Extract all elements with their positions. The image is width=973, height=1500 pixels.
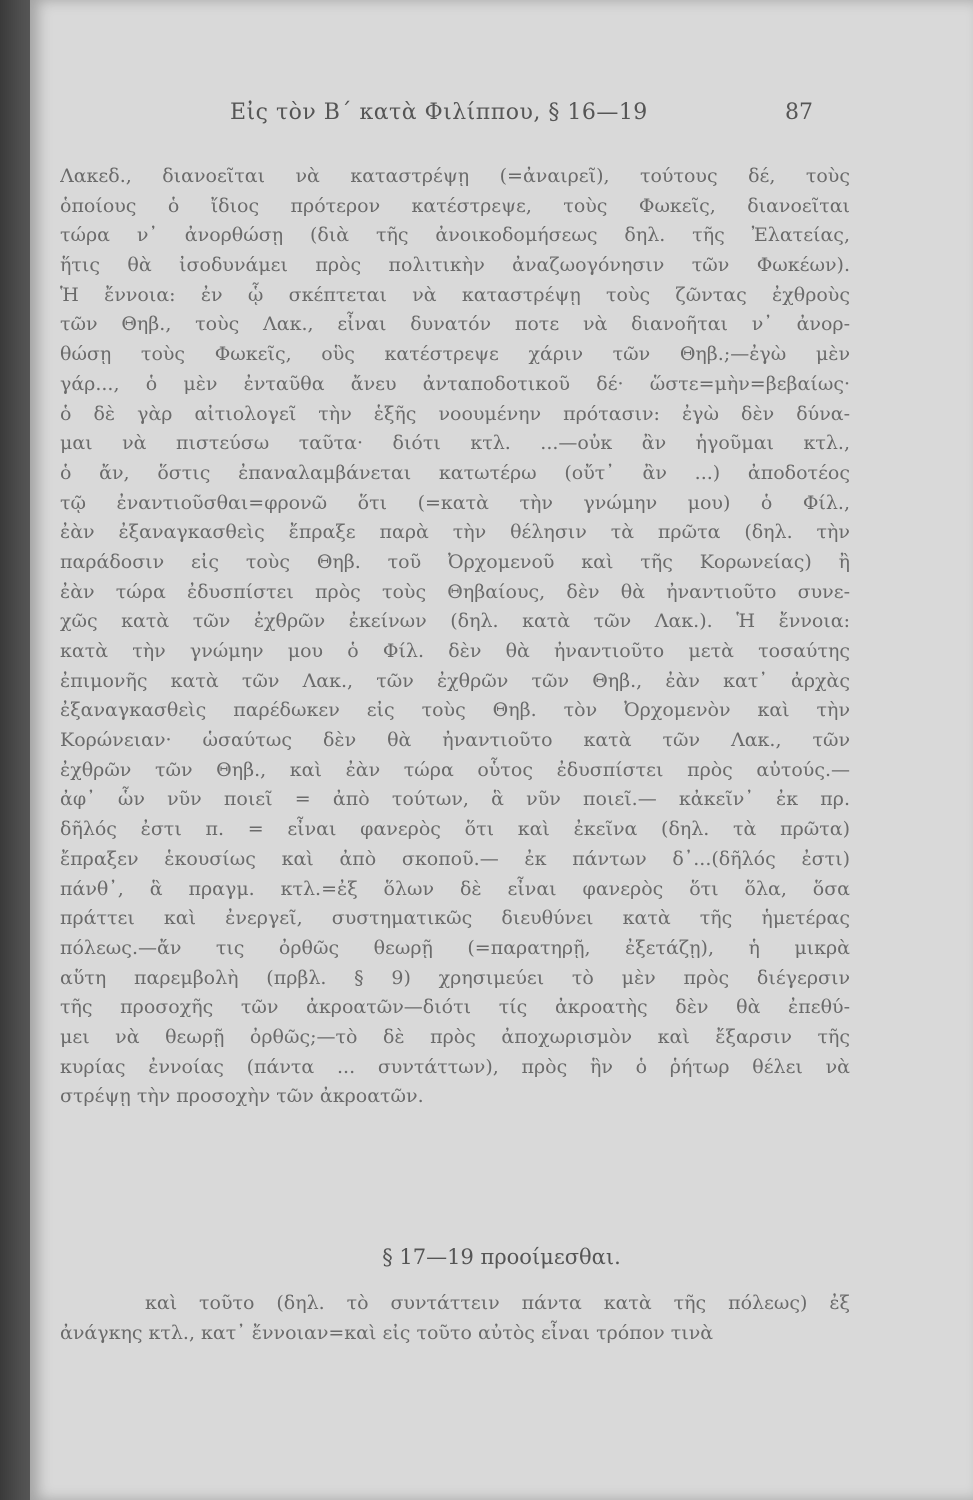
page-number: 87: [785, 100, 813, 125]
text-line: τῆς προσοχῆς τῶν ἀκροατῶν—διότι τίς ἀκροατὴς δὲν θὰ ἐπεθύ-: [60, 996, 850, 1019]
text-line: κυρίας ἐννοίας (πάντα ... συντάττων), πρὸς ἣν ὁ ῥήτωρ θέλει νὰ: [60, 1055, 850, 1078]
book-page: [30, 0, 973, 1500]
text-line: Λακεδ., διανοεῖται νὰ καταστρέψῃ (=ἀναιρεῖ), τούτους δέ, τοὺς: [60, 165, 850, 187]
text-line: ἀνάγκης κτλ., κατ᾽ ἔννοιαν=καὶ εἰς τοῦτο αὐτὸς εἶναι τρόπον τινὰ: [60, 1321, 714, 1344]
text-line: μει νὰ θεωρῇ ὀρθῶς;—τὸ δὲ πρὸς ἀποχωρισμὸν καὶ ἔξαρσιν τῆς: [60, 1025, 850, 1048]
running-head: [30, 100, 973, 140]
text-line: ὁ δὲ γὰρ αἰτιολογεῖ τὴν ἑξῆς νοουμένην πρότασιν: ἐγὼ δὲν δύνα-: [60, 402, 850, 425]
text-line: ὁποίους ὁ ἴδιος πρότερον κατέστρεψε, τοὺς Φωκεῖς, διανοεῖται: [60, 194, 850, 217]
text-line: αὕτη παρεμβολὴ (πρβλ. § 9) χρησιμεύει τὸ μὲν πρὸς διέγερσιν: [60, 966, 850, 989]
text-line: μαι νὰ πιστεύσω ταῦτα· διότι κτλ. ...—οὐκ ἂν ἡγοῦμαι κτλ.,: [60, 432, 850, 455]
text-line: δῆλός ἐστι π. = εἶναι φανερὸς ὅτι καὶ ἐκεῖνα (δηλ. τὰ πρῶτα): [60, 818, 850, 841]
text-line: ἐξαναγκασθεὶς παρέδωκεν εἰς τοὺς Θηβ. τὸν Ὀρχομενὸν καὶ τὴν: [60, 699, 850, 722]
text-line: στρέψῃ τὴν προσοχὴν τῶν ἀκροατῶν.: [60, 1085, 424, 1108]
text-line: θώσῃ τοὺς Φωκεῖς, οὓς κατέστρεψε χάριν τῶν Θηβ.;—ἐγὼ μὲν: [60, 343, 850, 366]
text-line: ἐπιμονῆς κατὰ τῶν Λακ., τῶν ἐχθρῶν τῶν Θηβ., ἐὰν κατ᾽ ἀρχὰς: [60, 669, 850, 692]
text-line: ἔπραξεν ἑκουσίως καὶ ἀπὸ σκοποῦ.— ἐκ πάντων δ᾽...(δῆλός ἐστι): [60, 847, 850, 870]
text-line: καὶ τοῦτο (δηλ. τὸ συντάττειν πάντα κατὰ τῆς πόλεως) ἐξ: [145, 1292, 850, 1314]
text-line: τῶν Θηβ., τοὺς Λακ., εἶναι δυνατόν ποτε νὰ διανοῆται ν᾽ ἀνορ-: [60, 313, 850, 336]
text-line: τώρα ν᾽ ἀνορθώσῃ (διὰ τῆς ἀνοικοδομήσεως δηλ. τῆς Ἐλατείας,: [60, 224, 850, 247]
text-line: πράττει καὶ ἐνεργεῖ, συστηματικῶς διευθύνει κατὰ τῆς ἡμετέρας: [60, 907, 850, 930]
text-line: Ἡ ἔννοια: ἐν ᾧ σκέπτεται νὰ καταστρέψῃ τοὺς ζῶντας ἐχθροὺς: [60, 283, 850, 306]
text-line: πάνθ᾽, ἃ πραγμ. κτλ.=ἐξ ὅλων δὲ εἶναι φανερὸς ὅτι ὅλα, ὅσα: [60, 877, 850, 900]
text-line: παράδοσιν εἰς τοὺς Θηβ. τοῦ Ὀρχομενοῦ καὶ τῆς Κορωνείας) ἢ: [60, 550, 850, 573]
text-line: τῷ ἐναντιοῦσθαι=φρονῶ ὅτι (=κατὰ τὴν γνώμην μου) ὁ Φίλ.,: [60, 491, 850, 514]
text-line: ὁ ἄν, ὅστις ἐπαναλαμβάνεται κατωτέρω (οὔτ᾽ ἂν ...) ἀποδοτέος: [60, 461, 850, 484]
commentary-paragraph: [60, 162, 850, 1112]
running-head-title: Εἰς τὸν Β΄ κατὰ Φιλίππου, § 16—19: [230, 100, 648, 125]
text-line: ἥτις θὰ ἰσοδυνάμει πρὸς πολιτικὴν ἀναζωογόνησιν τῶν Φωκέων).: [60, 254, 850, 277]
commentary-paragraph-continued: [60, 1289, 850, 1348]
text-line: κατὰ τὴν γνώμην μου ὁ Φίλ. δὲν θὰ ἠναντιοῦτο μετὰ τοσαύτης: [60, 640, 850, 662]
text-line: ἐχθρῶν τῶν Θηβ., καὶ ἐὰν τώρα οὗτος ἐδυσπίστει πρὸς αὐτούς.—: [60, 758, 850, 781]
text-line: γάρ..., ὁ μὲν ἐνταῦθα ἄνευ ἀνταποδοτικοῦ δέ· ὥστε=μὴν=βεβαίως·: [60, 372, 850, 395]
section-heading: § 17—19 προοίμεσθαι.: [382, 1245, 621, 1269]
text-line: ἐὰν τώρα ἐδυσπίστει πρὸς τοὺς Θηβαίους, δὲν θὰ ἠναντιοῦτο συνε-: [60, 580, 850, 603]
text-line: πόλεως.—ἄν τις ὀρθῶς θεωρῇ (=παρατηρῇ, ἐξετάζῃ), ἡ μικρὰ: [60, 936, 850, 959]
text-line: ἐὰν ἐξαναγκασθεὶς ἔπραξε παρὰ τὴν θέλησιν τὰ πρῶτα (δηλ. τὴν: [60, 521, 850, 544]
text-line: ἀφ᾽ ὧν νῦν ποιεῖ = ἀπὸ τούτων, ἃ νῦν ποιεῖ.— κἀκεῖν᾽ ἐκ πρ.: [60, 788, 850, 811]
text-line: χῶς κατὰ τῶν ἐχθρῶν ἐκείνων (δηλ. κατὰ τῶν Λακ.). Ἡ ἔννοια:: [60, 610, 850, 633]
text-line: Κορώνειαν· ὡσαύτως δὲν θὰ ἠναντιοῦτο κατὰ τῶν Λακ., τῶν: [60, 729, 850, 752]
